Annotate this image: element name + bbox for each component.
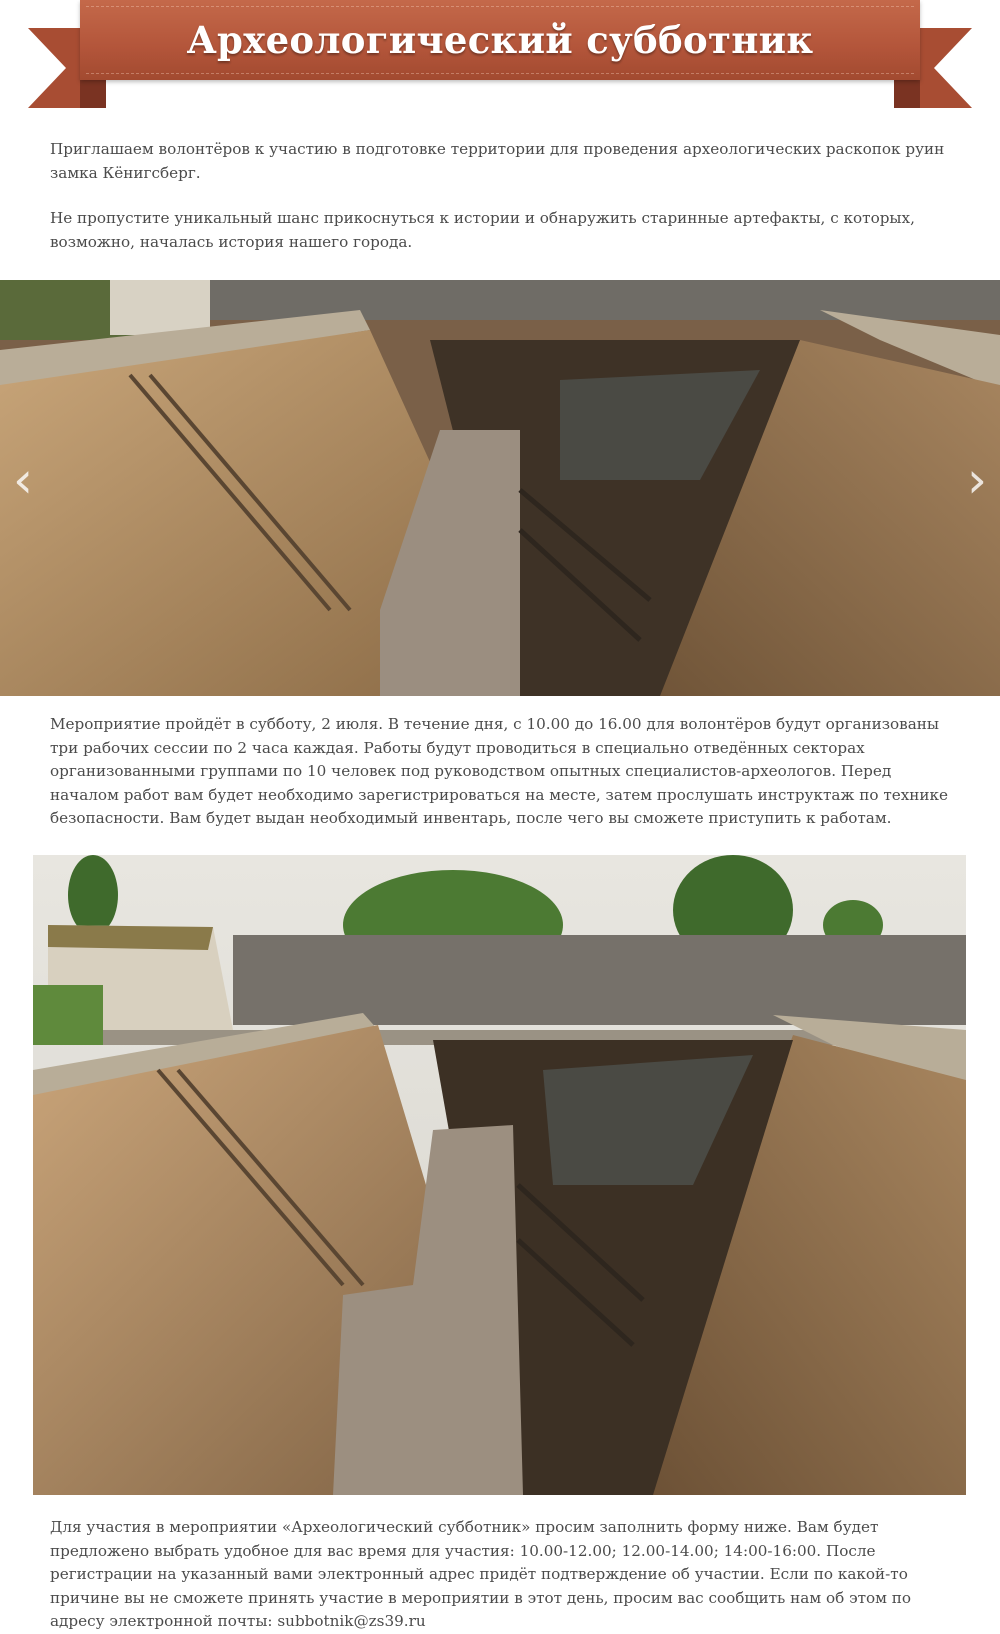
slider-prev-button[interactable]: ‹	[13, 451, 33, 509]
excavation-slider[interactable]	[0, 280, 1000, 696]
intro-paragraph-1: Приглашаем волонтёров к участию в подготовке территории для проведения археологических раскопок руин замка Кёнигсберг.	[50, 140, 945, 182]
slider-next-button[interactable]: ›	[967, 451, 987, 509]
excavation-image	[33, 855, 966, 1495]
intro-paragraph-2: Не пропустите уникальный шанс прикоснуться к истории и обнаружить старинные артефакты, с которых, возможно, началась история нашего города.	[50, 209, 915, 251]
title-ribbon	[0, 0, 1000, 110]
excavation-photo	[0, 280, 1000, 696]
excavation-photo-2	[33, 855, 966, 1495]
event-paragraph: Мероприятие пройдёт в субботу, 2 июля. В течение дня, с 10.00 до 16.00 для волонтёров будут организованы три рабочих сессии по 2 часа каждая. Работы будут проводиться в специально отведённых секторах организованными группами по 10 человек под руководством опытных специалистов-археологов. Перед началом работ вам будет необходимо зарегистрироваться на месте, затем прослушать инструктаж по технике безопасности. Вам будет выдан необходимый инвентарь, после чего вы сможете приступить к работам.	[50, 715, 949, 827]
registration-paragraph: Для участия в мероприятии «Археологический субботник» просим заполнить форму ниже. Вам будет предложено выбрать удобное для вас время для участия: 10.00-12.00; 12.00-14.00; 14:00-16:00. После регистрации на указанный вами электронный адрес придёт подтверждение об участии. Если по какой-то причине вы не сможете принять участие в мероприятии в этот день, просим вас сообщить нам об этом по адресу электронной почты: subbotnik@zs39.ru	[50, 1518, 912, 1630]
page-title: Археологический субботник	[186, 18, 814, 62]
